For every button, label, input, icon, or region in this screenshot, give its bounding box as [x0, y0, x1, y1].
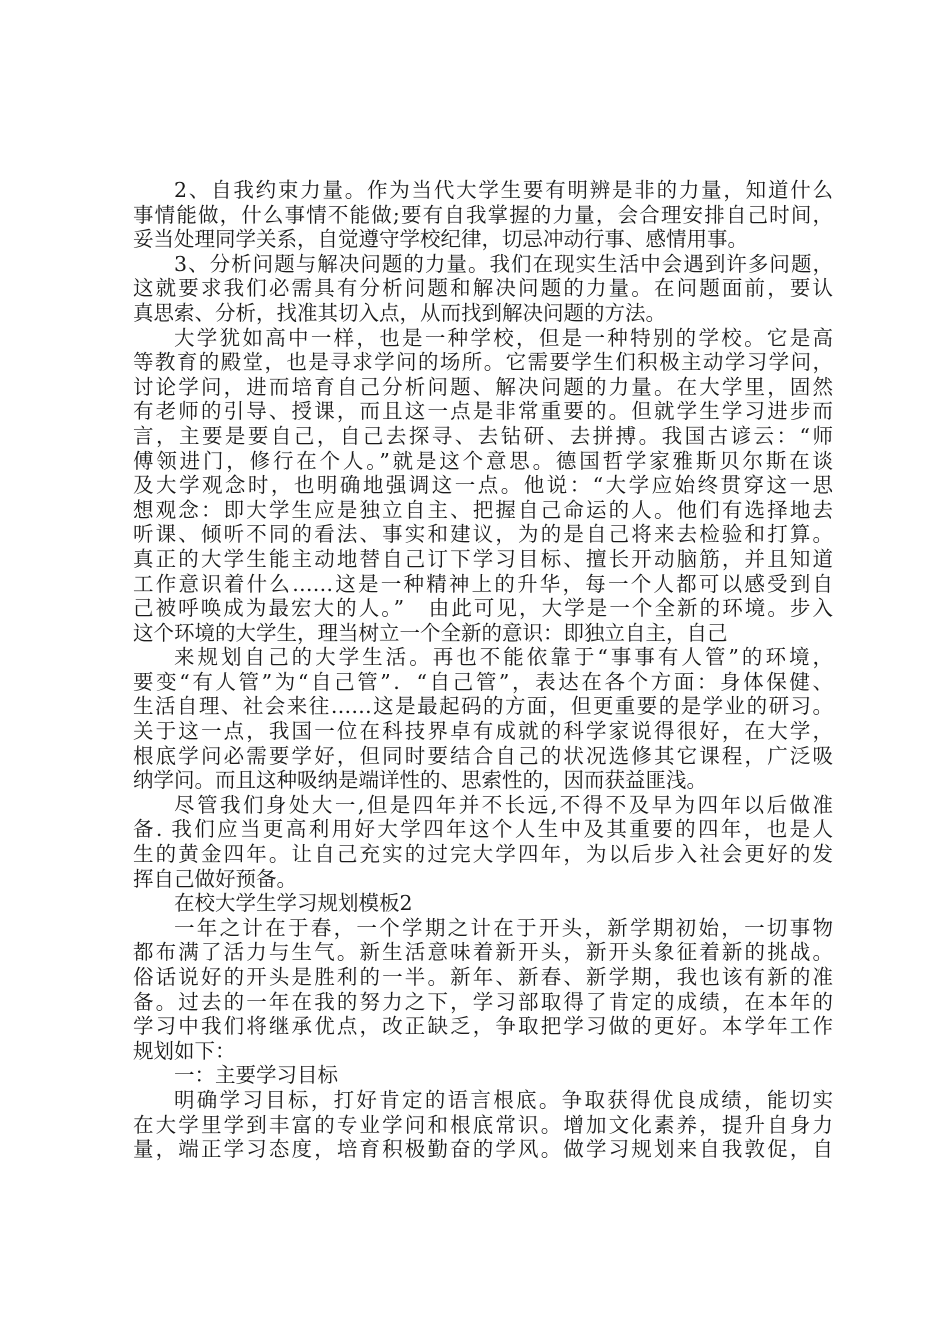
text-line: 工作意识着什么……这是一种精神上的升华，每一个人都可以感受到自: [133, 571, 833, 596]
text-line: 事情能做，什么事情不能做;要有自我掌握的力量，会合理安排自己时间，: [133, 202, 833, 227]
text-line: 关于这一点，我国一位在科技界卓有成就的科学家说得很好，在大学，: [133, 719, 833, 744]
text-line: 一年之计在于春，一个学期之计在于开头，新学期初始，一切事物: [174, 915, 833, 940]
text-line: 这就要求我们必需具有分析问题和解决问题的力量。在问题面前，要认: [133, 276, 833, 301]
text-line: 妥当处理同学关系，自觉遵守学校纪律，切忌冲动行事、感情用事。: [133, 227, 748, 252]
text-line: 明确学习目标，打好肯定的语言根底。争取获得优良成绩，能切实: [174, 1087, 833, 1112]
text-line: 想观念：即大学生应是独立自主、把握自己命运的人。他们有选择地去: [133, 497, 833, 522]
text-line: 及大学观念时，也明确地强调这一点。他说：“大学应始终贯穿这一思: [133, 473, 833, 498]
text-line: 备。过去的一年在我的努力之下，学习部取得了肯定的成绩，在本年的: [133, 989, 833, 1014]
text-line: 量，端正学习态度，培育积极勤奋的学风。做学习规划来自我敦促，自: [133, 1137, 833, 1162]
text-line: 都布满了活力与生气。新生活意味着新开头，新开头象征着新的挑战。: [133, 940, 833, 965]
text-line: 真思索、分析，找准其切入点，从而找到解决问题的方法。: [133, 300, 666, 325]
text-line: 言，主要是要自己，自己去探寻、去钻研、去拼搏。我国古谚云：“师: [133, 423, 833, 448]
text-line: 3、分析问题与解决问题的力量。我们在现实生活中会遇到许多问题，: [174, 251, 833, 276]
text-line: 生的黄金四年。让自己充实的过完大学四年，为以后步入社会更好的发: [133, 842, 833, 867]
document-page: [133, 178, 833, 1162]
text-line: 讨论学问，进而培育自己分析问题、解决问题的力量。在大学里，固然: [133, 374, 833, 399]
text-line: 傅领进门，修行在个人。”就是这个意思。德国哲学家雅斯贝尔斯在谈: [133, 448, 833, 473]
text-line: 大学犹如高中一样，也是一种学校，但是一种特别的学校。它是高: [174, 325, 833, 350]
text-line: 有老师的引导、授课，而且这一点是非常重要的。但就学生学习进步而: [133, 399, 833, 424]
text-line: 在大学里学到丰富的专业学问和根底常识。增加文化素养，提升自身力: [133, 1112, 833, 1137]
text-line: 俗话说好的开头是胜利的一半。新年、新春、新学期，我也该有新的准: [133, 965, 833, 989]
text-line: 生活自理、社会来往……这是最起码的方面，但更重要的是学业的研习。: [133, 694, 833, 719]
text-line: 备. 我们应当更高利用好大学四年这个人生中及其重要的四年，也是人: [133, 817, 833, 842]
text-line: 规划如下：: [133, 1038, 236, 1063]
text-line: 要变“有人管”为“自己管”．“自己管”，表达在各个方面：身体保健、: [133, 669, 833, 694]
text-line: 这个环境的大学生，理当树立一个全新的意识：即独立自主，自己: [133, 620, 728, 645]
text-line: 在校大学生学习规划模板2: [174, 891, 413, 916]
text-line: 己被呼唤成为最宏大的人。” 由此可见，大学是一个全新的环境。步入: [133, 596, 833, 621]
text-line: 2、自我约束力量。作为当代大学生要有明辨是非的力量，知道什么: [174, 178, 833, 202]
text-line: 学习中我们将继承优点，改正缺乏，争取把学习做的更好。本学年工作: [133, 1014, 833, 1039]
text-line: 纳学问。而且这种吸纳是端详性的、思索性的，因而获益匪浅。: [133, 768, 707, 793]
text-line: 真正的大学生能主动地替自己订下学习目标、擅长开动脑筋，并且知道: [133, 546, 833, 571]
text-line: 等教育的殿堂，也是寻求学问的场所。它需要学生们积极主动学习学问，: [133, 350, 833, 375]
text-line: 来规划自己的大学生活。再也不能依靠于“事事有人管”的环境，: [174, 645, 833, 670]
text-line: 根底学问必需要学好，但同时要结合自己的状况选修其它课程，广泛吸: [133, 743, 833, 768]
text-line: 尽管我们身处大一,但是四年并不长远,不得不及早为四年以后做准: [174, 792, 833, 817]
text-line: 听课、倾听不同的看法、事实和建议，为的是自己将来去检验和打算。: [133, 522, 833, 547]
text-line: 一：主要学习目标: [174, 1063, 338, 1088]
text-line: 挥自己做好预备。: [133, 866, 297, 891]
